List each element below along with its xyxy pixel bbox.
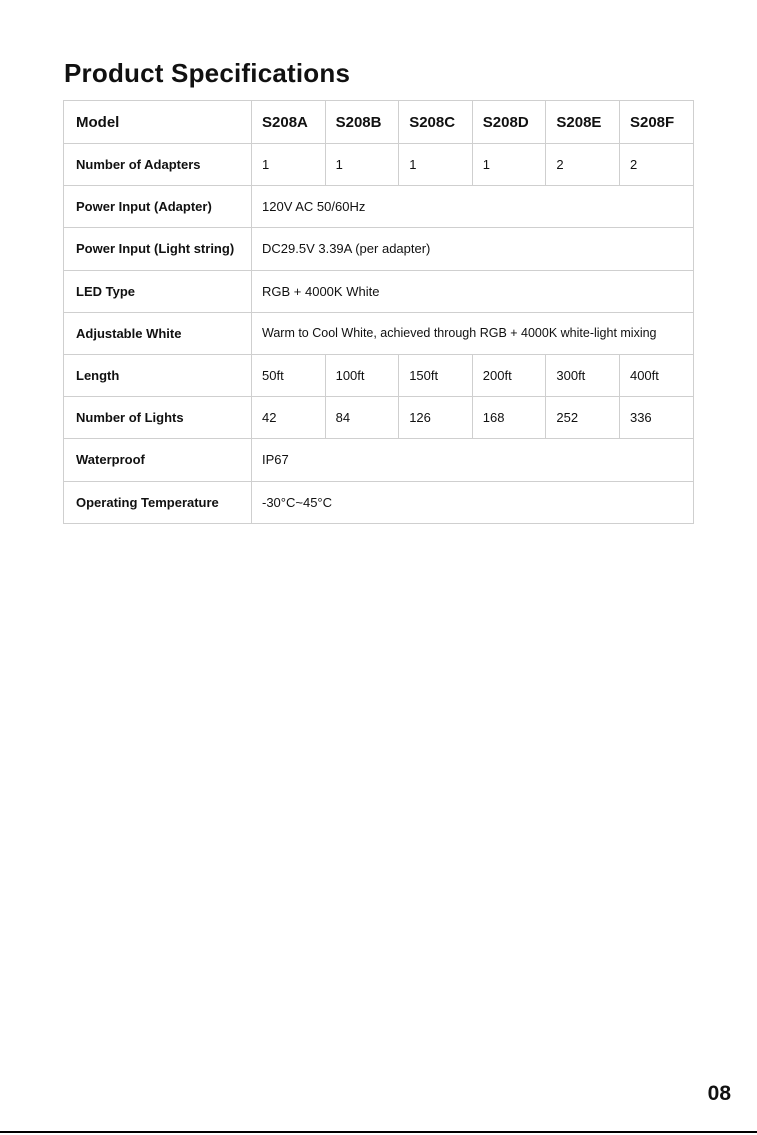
value-cell: 336 (619, 397, 693, 439)
table-row (64, 144, 694, 186)
value-cell: 1 (252, 144, 326, 186)
value-cell: -30°C~45°C (252, 481, 694, 523)
value-cell: Warm to Cool White, achieved through RGB + 4000K white-light mixing (252, 312, 694, 354)
value-cell: 150ft (399, 354, 473, 396)
value-cell: 1 (399, 144, 473, 186)
value-cell: 300ft (546, 354, 620, 396)
value-cell: 42 (252, 397, 326, 439)
table-row (64, 439, 694, 481)
value-cell: 1 (325, 144, 399, 186)
table-header-row (64, 101, 694, 144)
table-row (64, 270, 694, 312)
model-cell: S208B (325, 101, 399, 144)
model-cell: S208F (619, 101, 693, 144)
value-cell: 100ft (325, 354, 399, 396)
table-row (64, 481, 694, 523)
model-cell: S208D (472, 101, 546, 144)
value-cell: 2 (619, 144, 693, 186)
model-cell: S208C (399, 101, 473, 144)
value-cell: 400ft (619, 354, 693, 396)
page-number: 08 (707, 1082, 731, 1105)
row-label: Power Input (Adapter) (64, 186, 252, 228)
table-row (64, 354, 694, 396)
spec-table (63, 100, 694, 524)
value-cell: IP67 (252, 439, 694, 481)
value-cell: 2 (546, 144, 620, 186)
table-row (64, 397, 694, 439)
value-cell: 84 (325, 397, 399, 439)
row-label: Length (64, 354, 252, 396)
row-label: Waterproof (64, 439, 252, 481)
value-cell: DC29.5V 3.39A (per adapter) (252, 228, 694, 270)
page-title: Product Specifications (64, 58, 351, 88)
table-row (64, 312, 694, 354)
model-cell: S208E (546, 101, 620, 144)
row-label: LED Type (64, 270, 252, 312)
row-label: Operating Temperature (64, 481, 252, 523)
table-row (64, 228, 694, 270)
row-label: Power Input (Light string) (64, 228, 252, 270)
value-cell: 50ft (252, 354, 326, 396)
value-cell: 168 (472, 397, 546, 439)
row-label: Adjustable White (64, 312, 252, 354)
table-row (64, 186, 694, 228)
value-cell: 200ft (472, 354, 546, 396)
model-cell: S208A (252, 101, 326, 144)
page-bottom-rule (0, 1131, 757, 1133)
value-cell: 252 (546, 397, 620, 439)
value-cell: 1 (472, 144, 546, 186)
value-cell: 120V AC 50/60Hz (252, 186, 694, 228)
row-label: Number of Lights (64, 397, 252, 439)
row-label: Number of Adapters (64, 144, 252, 186)
value-cell: RGB + 4000K White (252, 270, 694, 312)
header-label: Model (64, 101, 252, 144)
value-cell: 126 (399, 397, 473, 439)
